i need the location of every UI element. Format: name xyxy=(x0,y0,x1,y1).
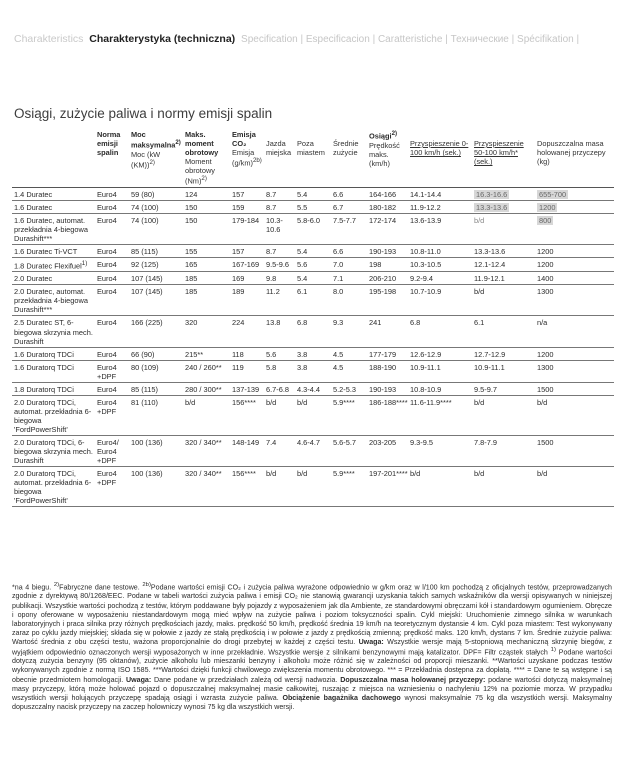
cell-moc: 85 (115) xyxy=(130,382,184,395)
cell-przysp2: b/d xyxy=(473,213,536,244)
cell-przysp2: 12.7-12.9 xyxy=(473,347,536,360)
cell-srednie: 7.1 xyxy=(332,272,368,285)
cell-moc: 100 (136) xyxy=(130,466,184,506)
cell-emisja: 156**** xyxy=(231,466,265,506)
cell-norma: Euro4 xyxy=(96,213,130,244)
cell-norma: Euro4 xyxy=(96,244,130,257)
cell-srednie: 6.7 xyxy=(332,200,368,213)
cell-vmax: 188-190 xyxy=(368,360,409,382)
cell-emisja: 148-149 xyxy=(231,435,265,466)
cell-poza: 3.8 xyxy=(296,347,332,360)
cell-przysp1: 10.7-10.9 xyxy=(409,285,473,316)
cell-przysp2: 12.1-12.4 xyxy=(473,257,536,272)
cell-version: 1.8 Duratec Flexifuel$^{1)}$ xyxy=(12,257,96,272)
cell-moment: 280 / 300** xyxy=(184,382,231,395)
cell-poza: b/d xyxy=(296,466,332,506)
cell-moc: 92 (125) xyxy=(130,257,184,272)
table-row xyxy=(12,272,614,285)
table-row xyxy=(12,316,614,347)
cell-przysp1: 11.9-12.2 xyxy=(409,200,473,213)
cell-version: 2.5 Duratec ST, 6-biegowa skrzynia mech. Durashift xyxy=(12,316,96,347)
cell-przysp1: 9.3-9.5 xyxy=(409,435,473,466)
header-jazda-miejska: Jazda miejska xyxy=(265,128,296,187)
cell-moc: 66 (90) xyxy=(130,347,184,360)
cell-moc: 74 (100) xyxy=(130,213,184,244)
cell-poza: 5.4 xyxy=(296,187,332,200)
cell-masa: 1500 xyxy=(536,382,614,395)
cell-version: 1.4 Duratec xyxy=(12,187,96,200)
cell-version: 1.6 Duratec, automat. przekładnia 4-biegowa Durashift*** xyxy=(12,213,96,244)
cell-przysp1: 14.1-14.4 xyxy=(409,187,473,200)
cell-moc: 59 (80) xyxy=(130,187,184,200)
cell-poza: 5.4 xyxy=(296,272,332,285)
cell-srednie: 5.2-5.3 xyxy=(332,382,368,395)
cell-moment: 320 xyxy=(184,316,231,347)
cell-masa: 800 xyxy=(536,213,614,244)
cell-moment: 124 xyxy=(184,187,231,200)
cell-vmax: 177-179 xyxy=(368,347,409,360)
cell-version: 2.0 Duratec, automat. przekładnia 4-biegowa Durashift*** xyxy=(12,285,96,316)
cell-masa: 1200 xyxy=(536,244,614,257)
cell-przysp2: 11.9-12.1 xyxy=(473,272,536,285)
cell-moc: 81 (110) xyxy=(130,395,184,435)
cell-emisja: 157 xyxy=(231,187,265,200)
cell-vmax: 241 xyxy=(368,316,409,347)
cell-przysp1: 10.3-10.5 xyxy=(409,257,473,272)
cell-norma: Euro4 xyxy=(96,382,130,395)
cell-moment: 155 xyxy=(184,244,231,257)
cell-moment: b/d xyxy=(184,395,231,435)
cell-moment: 215** xyxy=(184,347,231,360)
cell-vmax: 195-198 xyxy=(368,285,409,316)
cell-przysp1: 11.6-11.9**** xyxy=(409,395,473,435)
cell-emisja: 189 xyxy=(231,285,265,316)
cell-przysp1: 10.8-10.9 xyxy=(409,382,473,395)
cell-moc: 166 (225) xyxy=(130,316,184,347)
cell-moc: 100 (136) xyxy=(130,435,184,466)
cell-srednie: 7.0 xyxy=(332,257,368,272)
cell-jazda: 8.7 xyxy=(265,187,296,200)
table-row xyxy=(12,257,614,272)
cell-emisja: 137-139 xyxy=(231,382,265,395)
cell-vmax: 180-182 xyxy=(368,200,409,213)
table-row xyxy=(12,200,614,213)
cell-moc: 107 (145) xyxy=(130,272,184,285)
cell-moment: 150 xyxy=(184,213,231,244)
cell-version: 2.0 Duratorq TDCi, automat. przekładnia 6-biegowa 'FordPowerShift' xyxy=(12,466,96,506)
cell-vmax: 203-205 xyxy=(368,435,409,466)
cell-moment: 320 / 340** xyxy=(184,466,231,506)
cell-emisja: 119 xyxy=(231,360,265,382)
cell-przysp1: 10.8-11.0 xyxy=(409,244,473,257)
cell-srednie: 5.9**** xyxy=(332,466,368,506)
cell-srednie: 6.6 xyxy=(332,244,368,257)
cell-masa: 655-700 xyxy=(536,187,614,200)
cell-vmax: 190-193 xyxy=(368,382,409,395)
cell-jazda: 6.7-6.8 xyxy=(265,382,296,395)
cell-srednie: 4.5 xyxy=(332,347,368,360)
header-version xyxy=(12,128,96,187)
header-other-languages: Specification | Especificacion | Caratteristiche | Технические | Spécifikation | xyxy=(241,34,580,45)
cell-masa: 1400 xyxy=(536,272,614,285)
cell-vmax: 190-193 xyxy=(368,244,409,257)
cell-version: 1.6 Duratorq TDCi xyxy=(12,360,96,382)
table-row xyxy=(12,213,614,244)
cell-przysp2: b/d xyxy=(473,285,536,316)
header-title: Charakterystyka (techniczna) xyxy=(89,33,236,45)
cell-jazda: b/d xyxy=(265,395,296,435)
cell-moc: 74 (100) xyxy=(130,200,184,213)
cell-jazda: 7.4 xyxy=(265,435,296,466)
cell-vmax: 206-210 xyxy=(368,272,409,285)
cell-srednie: 6.6 xyxy=(332,187,368,200)
table-row xyxy=(12,347,614,360)
cell-poza: 6.1 xyxy=(296,285,332,316)
cell-norma: Euro4 xyxy=(96,316,130,347)
cell-przysp2: 16.3-16.6 xyxy=(473,187,536,200)
table-row xyxy=(12,285,614,316)
header-norma: Norma emisji spalin xyxy=(96,128,130,187)
footnotes: *na 4 biegu. $^{2)}$Fabryczne dane testowe. $^{2b)}$Podane wartości emisji CO₂ i zużycia paliwa wyrażone odpowiednio w g/km oraz w l/100 km pochodzą z oficjalnych testów, przeprowadzanych zgodnie z dyrektywą 80/1268/EEC. Podane w tabeli wartości zużycia paliwa i emisji CO₂ nie stanowią gwarancji uzyskania takich samych wskaźników dla wersji opisywanych w niniejszej publikacji. Wszystkie wartości pochodzą z testów, którym poddawane były pojazdy z wyposażeniem jak dla Ambiente, ze standardowymi obręczami kół i standardowym ogumieniem. Obręcze i opony oferowane w wyposażeniu niestandardowym mogą mieć wpływ na zużycie paliwa i poziom toksyczności spalin. Cykl miejski: Uruchomienie zimnego silnika w warunkach laboratoryjnych i praca silnika przy różnych prędkościach jazdy, maks. prędkość 50 km/h, prędkość średnia 19 km/h na teoretycznym dystansie 4 km. Cykl poza miastem: Test wykonywany zaraz po cyklu jazdy miejskiej; składa się w połowie z jazdy ze stałą prędkością i w połowie z jazdy z prędkością zmienną; prędkość maks. 120 km/h, dystans 7 km. Średnie zużycie paliwa: Wartość średnia z obu części testu, ważona proporcjonalnie do drogi przebytej w każdej z części testu. Uwaga: Wszystkie wersje mają 5-stopniową mechaniczną skrzynię biegów, z wyjątkiem odpowiednio oznaczonych wersji wyposażonych w inne przekładnie. Wszystkie wersje z silnikami benzynowymi mają katalizator. DPF= Filtr cząstek stałych $^{1)}$ Podane wartości dotyczą zużycia benzyny (95 oktanów), zużycie alkoholu lub mieszanki benzyny i alkoholu może różnić się w zależności od proporcji mieszanki. **Wartości uzyskane podczas testów wykonywanych zgodnie z normą ISO 1585. ***Wartości dzięki funkcji chwilowego zwiększenia momentu obrotowego. *** = Przekładnia dostępna za dopłatą. **** = Dane te są wstępne i są obecnie przedmiotem homologacji. Uwaga: Dane podane w przedziałach zależą od wersji nadwozia. Dopuszczalna masa holowanej przyczepy: podane wartości dotyczą maksymalnej masy przyczepy, którą może holować pojazd o dopuszczalnej maksymalnej masie całkowitej, ruszając z miejsca na wzniesieniu o nachyleniu 12% na poziomie morza. W przypadku wszystkich wersji holujących przyczepę spadają osiągi i wzrasta zużycie paliwa. Obciążenie bagażnika dachowego wynosi maksymalnie 75 kg dla wszystkich wersji. Maksymalny dopuszczalny nacisk przyczepy na zaczep holowniczy wynosi 75 kg dla wszystkich wersji. xyxy=(12,582,613,711)
cell-norma: Euro4 xyxy=(96,200,130,213)
cell-jazda: 9.5-9.6 xyxy=(265,257,296,272)
cell-vmax: 186-188**** xyxy=(368,395,409,435)
cell-srednie: 8.0 xyxy=(332,285,368,316)
header-masa-przyczepy: Dopuszczalna masa holowanej przyczepy (kg) xyxy=(536,128,614,187)
cell-przysp2: 13.3-13.6 xyxy=(473,244,536,257)
cell-vmax: 197-201**** xyxy=(368,466,409,506)
cell-version: 1.6 Duratec xyxy=(12,200,96,213)
table-row xyxy=(12,395,614,435)
cell-masa: 1200 xyxy=(536,200,614,213)
cell-przysp2: b/d xyxy=(473,395,536,435)
cell-moc: 85 (115) xyxy=(130,244,184,257)
header-przyspieszenie-50-100: Przyspieszenie 50-100 km/h* (sek.) xyxy=(473,128,536,187)
cell-emisja: 159 xyxy=(231,200,265,213)
cell-przysp1: 10.9-11.1 xyxy=(409,360,473,382)
page-header xyxy=(14,33,614,45)
cell-poza: 5.6 xyxy=(296,257,332,272)
cell-norma: Euro4 xyxy=(96,257,130,272)
cell-jazda: 9.8 xyxy=(265,272,296,285)
cell-srednie: 4.5 xyxy=(332,360,368,382)
table-row xyxy=(12,382,614,395)
cell-emisja: 224 xyxy=(231,316,265,347)
header-poza-miastem: Poza miastem xyxy=(296,128,332,187)
cell-przysp1: 13.6-13.9 xyxy=(409,213,473,244)
cell-emisja: 169 xyxy=(231,272,265,285)
cell-masa: b/d xyxy=(536,395,614,435)
cell-jazda: 8.7 xyxy=(265,244,296,257)
cell-jazda: 13.8 xyxy=(265,316,296,347)
cell-masa: 1200 xyxy=(536,257,614,272)
cell-jazda: 5.6 xyxy=(265,347,296,360)
cell-przysp2: 7.8-7.9 xyxy=(473,435,536,466)
cell-masa: 1300 xyxy=(536,285,614,316)
header-osiagi: Osiągi$^{2)}$ Prędkość maks. (km/h) xyxy=(368,128,409,187)
cell-norma: Euro4 xyxy=(96,285,130,316)
cell-moment: 185 xyxy=(184,272,231,285)
table-row xyxy=(12,244,614,257)
cell-moment: 240 / 260** xyxy=(184,360,231,382)
table-header-row xyxy=(12,128,614,187)
cell-version: 1.8 Duratorq TDCi xyxy=(12,382,96,395)
cell-srednie: 7.5-7.7 xyxy=(332,213,368,244)
cell-przysp2: b/d xyxy=(473,466,536,506)
cell-emisja: 157 xyxy=(231,244,265,257)
cell-jazda: 11.2 xyxy=(265,285,296,316)
cell-masa: 1200 xyxy=(536,347,614,360)
cell-emisja: 179-184 xyxy=(231,213,265,244)
cell-vmax: 172-174 xyxy=(368,213,409,244)
cell-poza: 4.3-4.4 xyxy=(296,382,332,395)
cell-norma: Euro4 +DPF xyxy=(96,466,130,506)
cell-norma: Euro4/ Euro4 +DPF xyxy=(96,435,130,466)
cell-poza: 5.5 xyxy=(296,200,332,213)
cell-emisja: 167-169 xyxy=(231,257,265,272)
header-emisja: Emisja CO₂ Emisja $(g/km)^{2b)}$ xyxy=(231,128,265,187)
cell-poza: 4.6-4.7 xyxy=(296,435,332,466)
cell-przysp1: 12.6-12.9 xyxy=(409,347,473,360)
cell-norma: Euro4 +DPF xyxy=(96,360,130,382)
performance-table xyxy=(12,128,614,507)
cell-poza: b/d xyxy=(296,395,332,435)
cell-jazda: b/d xyxy=(265,466,296,506)
cell-vmax: 198 xyxy=(368,257,409,272)
cell-srednie: 5.6-5.7 xyxy=(332,435,368,466)
cell-masa: 1300 xyxy=(536,360,614,382)
header-moc: Moc maksymalna$^{2)}$ Moc (kW (KM))$^{2)}$ xyxy=(130,128,184,187)
cell-moment: 165 xyxy=(184,257,231,272)
cell-version: 2.0 Duratorq TDCi, automat. przekładnia 6-biegowa 'FordPowerShift' xyxy=(12,395,96,435)
header-przyspieszenie-0-100: Przyspieszenie 0-100 km/h (sek.) xyxy=(409,128,473,187)
cell-poza: 3.8 xyxy=(296,360,332,382)
cell-przysp2: 6.1 xyxy=(473,316,536,347)
cell-jazda: 8.7 xyxy=(265,200,296,213)
cell-srednie: 5.9**** xyxy=(332,395,368,435)
header-moment: Maks. moment obrotowy Moment obrotowy $(Nm)^{2)}$ xyxy=(184,128,231,187)
cell-masa: b/d xyxy=(536,466,614,506)
cell-jazda: 5.8 xyxy=(265,360,296,382)
cell-version: 1.6 Duratec Ti-VCT xyxy=(12,244,96,257)
cell-moc: 80 (109) xyxy=(130,360,184,382)
cell-przysp1: 6.8 xyxy=(409,316,473,347)
cell-srednie: 9.3 xyxy=(332,316,368,347)
cell-masa: 1500 xyxy=(536,435,614,466)
cell-emisja: 156**** xyxy=(231,395,265,435)
header-faint-lead: Charakteristics xyxy=(14,33,84,45)
cell-norma: Euro4 +DPF xyxy=(96,395,130,435)
cell-moment: 150 xyxy=(184,200,231,213)
cell-poza: 5.4 xyxy=(296,244,332,257)
cell-przysp2: 9.5-9.7 xyxy=(473,382,536,395)
cell-moc: 107 (145) xyxy=(130,285,184,316)
cell-vmax: 164-166 xyxy=(368,187,409,200)
table-row xyxy=(12,360,614,382)
table-row xyxy=(12,187,614,200)
table-row xyxy=(12,466,614,506)
cell-jazda: 10.3-10.6 xyxy=(265,213,296,244)
section-title: Osiągi, zużycie paliwa i normy emisji spalin xyxy=(14,106,273,121)
table-row xyxy=(12,435,614,466)
cell-version: 2.0 Duratec xyxy=(12,272,96,285)
cell-poza: 6.8 xyxy=(296,316,332,347)
cell-poza: 5.8-6.0 xyxy=(296,213,332,244)
cell-version: 2.0 Duratorq TDCi, 6-biegowa skrzynia mech. Durashift xyxy=(12,435,96,466)
cell-version: 1.6 Duratorq TDCi xyxy=(12,347,96,360)
cell-przysp1: b/d xyxy=(409,466,473,506)
cell-moment: 320 / 340** xyxy=(184,435,231,466)
cell-emisja: 118 xyxy=(231,347,265,360)
cell-przysp1: 9.2-9.4 xyxy=(409,272,473,285)
header-srednie-zuzycie: Średnie zużycie xyxy=(332,128,368,187)
cell-norma: Euro4 xyxy=(96,187,130,200)
cell-norma: Euro4 xyxy=(96,272,130,285)
cell-norma: Euro4 xyxy=(96,347,130,360)
cell-przysp2: 13.3-13.6 xyxy=(473,200,536,213)
cell-przysp2: 10.9-11.1 xyxy=(473,360,536,382)
cell-masa: n/a xyxy=(536,316,614,347)
cell-moment: 185 xyxy=(184,285,231,316)
